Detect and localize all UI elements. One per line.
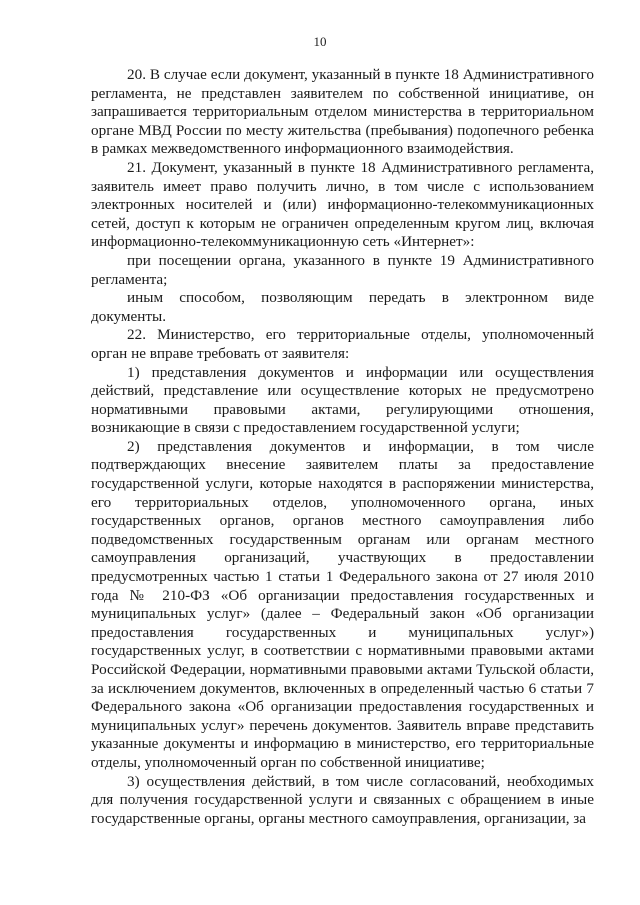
document-body: [91, 66, 594, 828]
paragraph-22-item-2: 2) представления документов и информации, в том числе подтверждающих внесение заявителем платы за предоставление государственной услуги, которые находятся в распоряжении министерства, его территориальных отделов, уполномоченного органа, иных государственных органов, органов местного самоуправления либо подведомственных государственным органам или органам местного самоуправления организаций, участвующих в предоставлении предусмотренных частью 1 статьи 1 Федерального закона от 27 июля 2010 года № 210-ФЗ «Об организации предоставления государственных и муниципальных услуг» (далее – Федеральный закон «Об организации предоставления государственных и муниципальных услуг») государственных услуг, в соответствии с нормативными правовыми актами Российской Федерации, нормативными правовыми актами Тульской области, за исключением документов, включенных в определенный частью 6 статьи 7 Федерального закона «Об организации предоставления государственных и муниципальных услуг» перечень документов. Заявитель вправе представить указанные документы и информацию в министерство, его территориальные отделы, уполномоченный орган по собственной инициативе;: [91, 437, 594, 771]
paragraph-21: 21. Документ, указанный в пункте 18 Административного регламента, заявитель имеет право получить лично, в том числе с использованием электронных носителей и (или) информационно-телекоммуникационных сетей, доступ к которым не ограничен определенным кругом лиц, включая информационно-телекоммуникационную сеть «Интернет»:: [91, 158, 594, 251]
paragraph-21-item-visit: при посещении органа, указанного в пункте 19 Административного регламента;: [91, 251, 594, 288]
paragraph-20: 20. В случае если документ, указанный в пункте 18 Административного регламента, не представлен заявителем по собственной инициативе, он запрашивается территориальным отделом министерства в территориальном органе МВД России по месту жительства (пребывания) подопечного ребенка в рамках межведомственного информационного взаимодействия.: [91, 66, 594, 158]
paragraph-22-item-1: 1) представления документов и информации или осуществления действий, представление или осуществление которых не предусмотрено нормативными правовыми актами, регулирующими отношения, возникающие в связи с предоставлением государственной услуги;: [91, 363, 594, 437]
paragraph-21-item-other: иным способом, позволяющим передать в электронном виде документы.: [91, 289, 594, 325]
page-number: 10: [313, 34, 327, 49]
paragraph-22-item-3: 3) осуществления действий, в том числе согласований, необходимых для получения государственной услуги и связанных с обращением в иные государственные органы, органы местного самоуправления, организации, за: [91, 772, 594, 827]
paragraph-22: 22. Министерство, его территориальные отделы, уполномоченный орган не вправе требовать от заявителя:: [91, 326, 594, 362]
